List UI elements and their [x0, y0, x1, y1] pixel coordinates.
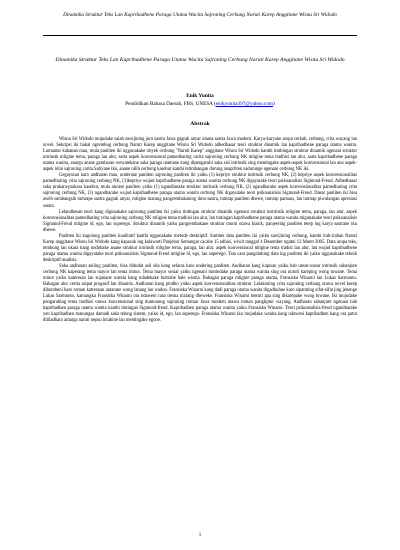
affiliation-close: ) [272, 101, 275, 107]
paper-title: Dinamika Struktur Teks Lan Kapribadhene Paraga Utama Wacita Sajroning Cerbung Naruti Karep Anggitane Wisnu Sri Widodo [55, 57, 345, 63]
header-divider [43, 35, 357, 36]
author-email-link[interactable]: enikyunita397@yahoo.com [215, 101, 273, 107]
page-number: 1 [198, 533, 202, 538]
abstract-body [43, 137, 357, 324]
abstract-paragraph: Panliten iki kagolong panliten kualitatif kanthi nggunakake metode deskriptif. Sumber data panliten iki yaiku sawijining cerbung, kanthi irah-irahan Naruti Karep anggitane Wisnu Sri Widodo kang kapacak ing kalawarti Panjebar Semangat cacahe 15 edhisi, wiwit tanggal 4 Desember ngatni 12 Maret 2005. Data arupa teks, tembung lan ukara kang nuduhake anane struktur intrinsik mligine tema, paraga, lan alur, aspek konvensional mligine tema tradisi lan alur, lan wujud kapribadhene paraga utama wanita digayutake teori psikoanalisis Sigmund-Freud mligine id, ego, lan superego. Tata cara pangolahing data ing panliten iki yaiku nggunakake teknik deskriptif-analisis. [43, 233, 357, 263]
abstract-paragraph: Saka andharan asiling panliten, bisa didudut asil sila kang selaras karo undering panliten. Andharan kang kapisan yaiku bab unsur-unsur intrinsik sabanjure cerbung NK kaperang tema mayor lan tema minor. Tema mayor sosial yaiku ngenani tumindake paraga utama wanita sing ora nuruti kareping wong tuwane. Tema minor yaiku kateresan lan sujanane wanita kang ndadekake bubrahe bale wisma. Babagan paraga mligine paraga utama, Fransiska Winarni lan Lukas Sarmonto. Babagan alur cerita asipat progesif lan dinamis. Andharan kang pindho yaiku aspek konvensionalitas struktur. Lelakoning crita sajroning cerbung utawa novel kerep dibumbeni karo roman katresnan antarane wong lanang lan wadon. Fransiska Winarni kang dadi paraga utama wanita digadhuhne karo sipatuting sifat-sifat jing jenenge Lukas Sarmonto, kamangka Fransiska Winarni ora ndaweni rasa tresna marang dheweke. Fransiska Winarni meruti apa sing dikarepake wong tuwane. Iki mujudake pengaruhing tema tradhisi utawa konvensional sing dumunung sajroning roman Jawa modern utawa roman pangliptur wayang. Andharan sabanjure ngenani bab kapribadhen paraga utama wanita kanthi tintingan Sigmund-freud. Kapribadhen paraga utama wanita yaiku Fransiska Winarni. Teori psikoanalisis-freud ngandharake yen kapribadhen manungsa damadi saka telung sistem, yaiku id, ego, lan superego. Fransiska Winarni iku mujudake wanita kang ndaweni kapribadhen kang ora patut ditiladhani amarga naruti nepsu birahine lan mentingake egone. [43, 263, 357, 324]
running-header: Dinamika Struktur Teks Lan Kapribadhene Paraga Utama Wacita Sajroning Cerbung Naruti Karep Anggitane Wisnu Sri Widodo [63, 12, 337, 18]
author-name: Enik Yunita [186, 93, 214, 99]
abstract-paragraph: Wisnu Sri Widodo mujudake salah sawijining juru sastra Jawa gagrak anyar utama sastra Jawa modern. Karya-karyane arupa cerkak, cerbung, crita wayang lan novel. Sekripsi iki bakal ngrembug cerbung Naruti Karep anggitane Wisnu Sri Widodo adhedhasar teori struktur dinamik lan kapribadhene paraga utama wanita. Lumantar kahanan mau, mula panliten iki nggunakake obyek cerbung "Naruti Karep" anggitane Wisnu Sri Widodo kanthi timbingan struktur dinamik ngenani struktur intrinsik mligine tema, paraga lan alur, sarta aspek konvensional pamedharing carita sajroning cerbung NK mligine tema tradhisi lan alur, sarta kapribadhene paraga utama wanita, anarga anane gambaran wewatekane saka paraga utamane kang dipengaruhi saka sisi intrinsik sing mentingake aspek-aspek konvensional lan ana aspek-aspek nilai sajroning carita.Saliyane iku, anane nilih cerbung kasebut kanthi tetimbangan durung anaprliten sadurunge ngenani cerbung NK iki. [43, 137, 357, 173]
abstract-paragraph: Lelandhesan teori kang digunakake sajroning panliten iki yaiku tintingan struktur dinamik ngenani struktur instrinsik mligine tema, paraga, lan alur, aspek konvensionalitas pamedharing crita sajroning cerbung NK mligine tema tradhisi lan alur, lan tintingan kapribadhene paraga utama wanita migunakake teori psikoanalisis Sigmund-Freud mligine id, ego, lan superego. Struktur dinamik yaiku pangrembakane struktur murni utawa klasik, panjeering panliten tetep ing karya sastrane iku dhewe. [43, 209, 357, 233]
affiliation-text: Pendidikan Bahasa Daerah, FBS, UNESA ( [125, 101, 216, 107]
abstract-paragraph: Gegayutan karo andharan mau, underane panliten sajroning panliten iki yaiku (1) kepriye struktur intrinsik cerbung NK, (2) kepriye aspek konvensionalitas pamedharing crita sajroning cerbung NK, (3)kepriye wujud kapribadhene paraga utama wanita cerbung NK digayutake teori psikoanalisis Sigmund-Freud. Adhedhasar saka prakara-prakara kasebut, mula ancase panliten yaiku (1) ngandharake struktur intrinsik cerbung NK, (2) ngandharake aspek konvensionalitas pamedharing crita sajroning cerbung NK, (3) ngandharake wujud kapribadhene paraga utama wanita cerbung NK digayutake teori psikoanalisis Sigmund-Freud. Dasar panliten iki bisa awèh sumbangsih tumrape sastra gagrak anyar, mligine marang pangrembakaning ilmu sastra, tumrap panliten dhewe, tumrap pamaos, lan tumrap piwulangan apresiasi sastra. [43, 173, 357, 209]
abstract-heading: Abstrak [190, 121, 210, 127]
author-affiliation [43, 101, 357, 108]
